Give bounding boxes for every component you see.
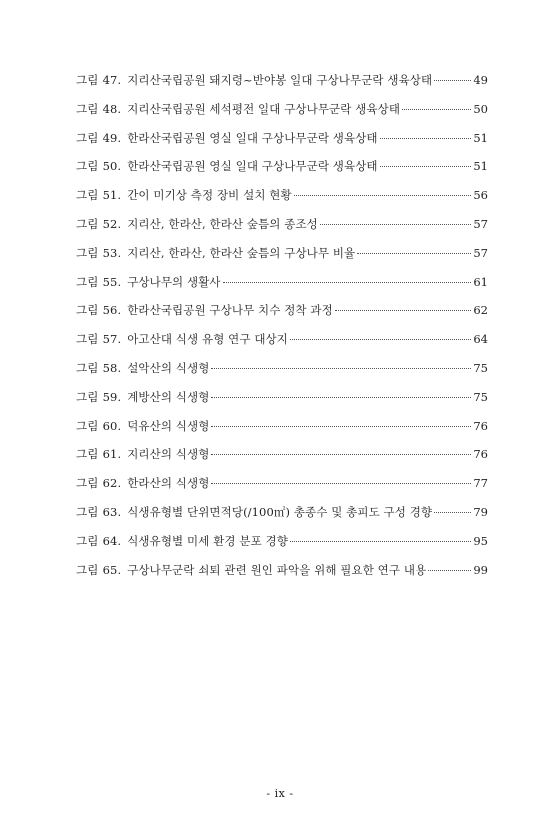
entry-page: 76 [473,447,488,462]
entry-number: 53. [102,245,122,260]
toc-entry[interactable] [76,181,488,210]
entry-page: 61 [473,274,488,289]
entry-title: 아고산대 식생 유형 연구 대상지 [127,332,288,347]
toc-entry[interactable] [76,383,488,412]
entry-page: 51 [473,130,488,145]
dot-leader [211,483,471,484]
entry-number: 47. [102,73,122,87]
entry-page: 57 [473,245,488,260]
dot-leader [428,570,471,571]
toc-entry[interactable] [76,412,488,441]
dot-leader [294,195,472,196]
entry-number: 49. [102,130,122,145]
entry-page: 51 [473,159,488,174]
entry-page: 57 [473,216,488,231]
entry-title: 간이 미기상 측정 장비 설치 현황 [127,188,292,203]
dot-leader [211,397,471,398]
dot-leader [380,166,472,167]
entry-number: 58. [102,360,122,375]
dot-leader [320,224,471,225]
entry-number: 55. [102,274,122,289]
entry-title: 한라산국립공원 영실 일대 구상나무군락 생육상태 [127,159,378,174]
entry-number: 59. [102,389,122,404]
entry-label: 그림 [76,188,99,203]
entry-label: 그림 [76,504,99,519]
dot-leader [290,541,471,542]
toc-entry[interactable] [76,66,488,95]
dot-leader [357,253,471,254]
entry-title: 구상나무군락 쇠퇴 관련 원인 파악을 위해 필요한 연구 내용 [127,562,427,577]
toc-entry[interactable] [76,152,488,181]
dot-leader [223,282,472,283]
entry-number: 65. [102,562,122,577]
entry-title: 계방산의 식생형 [127,389,210,404]
entry-number: 61. [102,447,122,462]
entry-page: 50 [473,101,488,116]
entry-page: 77 [473,476,488,491]
toc-entry[interactable] [76,354,488,383]
entry-label: 그림 [76,447,99,462]
dot-leader [380,138,472,139]
entry-label: 그림 [76,130,99,145]
entry-page: 56 [473,188,488,203]
entry-page: 76 [473,418,488,433]
toc-entry[interactable] [76,556,488,585]
dot-leader [211,454,471,455]
toc-entry[interactable] [76,527,488,556]
entry-label: 그림 [76,360,99,375]
entry-label: 그림 [76,562,99,577]
entry-title: 지리산국립공원 돼지령~반야봉 일대 구상나무군락 생육상태 [127,73,433,87]
entry-number: 57. [102,332,122,347]
entry-title: 덕유산의 식생형 [127,418,210,433]
entry-title: 지리산의 식생형 [127,447,210,462]
entry-number: 52. [102,216,122,231]
entry-title: 지리산, 한라산, 한라산 숲틈의 구상나무 비율 [127,245,356,260]
entry-number: 64. [102,533,122,548]
dot-leader [402,109,471,110]
entry-page: 64 [473,332,488,347]
toc-entry[interactable] [76,440,488,469]
entry-title: 식생유형별 단위면적당(/100㎡) 총종수 및 총피도 구성 경향 [127,504,433,519]
entry-label: 그림 [76,274,99,289]
entry-page: 75 [473,389,488,404]
toc-entry[interactable] [76,210,488,239]
entry-title: 지리산, 한라산, 한라산 숲틈의 종조성 [127,216,318,231]
toc-entry[interactable] [76,469,488,498]
entry-title: 한라산국립공원 영실 일대 구상나무군락 생육상태 [127,130,378,145]
entry-title: 한라산의 식생형 [127,476,210,491]
dot-leader [211,368,471,369]
entry-number: 51. [102,188,122,203]
entry-number: 60. [102,418,122,433]
toc-entry[interactable] [76,325,488,354]
entry-number: 63. [102,504,122,519]
dot-leader [434,512,471,513]
entry-title: 설악산의 식생형 [127,360,210,375]
figure-list [76,66,488,584]
toc-entry[interactable] [76,268,488,297]
entry-page: 79 [473,504,488,519]
entry-page: 99 [473,562,488,577]
entry-label: 그림 [76,73,99,87]
entry-label: 그림 [76,216,99,231]
dot-leader [211,426,471,427]
entry-number: 56. [102,303,122,318]
entry-label: 그림 [76,245,99,260]
toc-entry[interactable] [76,296,488,325]
entry-label: 그림 [76,533,99,548]
page-number: - ix - [266,787,294,800]
entry-title: 구상나무의 생활사 [127,274,221,289]
entry-page: 49 [473,73,488,87]
toc-entry[interactable] [76,95,488,124]
dot-leader [290,339,471,340]
entry-page: 95 [473,533,488,548]
dot-leader [434,80,471,81]
entry-page: 62 [473,303,488,318]
entry-label: 그림 [76,303,99,318]
toc-entry[interactable] [76,498,488,527]
entry-label: 그림 [76,418,99,433]
dot-leader [335,310,472,311]
entry-label: 그림 [76,159,99,174]
toc-entry[interactable] [76,239,488,268]
entry-title: 지리산국립공원 세석평전 일대 구상나무군락 생육상태 [127,101,401,116]
entry-title: 식생유형별 미세 환경 분포 경향 [127,533,288,548]
toc-entry[interactable] [76,124,488,153]
entry-page: 75 [473,360,488,375]
entry-label: 그림 [76,332,99,347]
entry-label: 그림 [76,476,99,491]
entry-number: 48. [102,101,122,116]
entry-number: 62. [102,476,122,491]
entry-label: 그림 [76,101,99,116]
entry-number: 50. [102,159,122,174]
entry-label: 그림 [76,389,99,404]
entry-title: 한라산국립공원 구상나무 치수 정착 과정 [127,303,333,318]
